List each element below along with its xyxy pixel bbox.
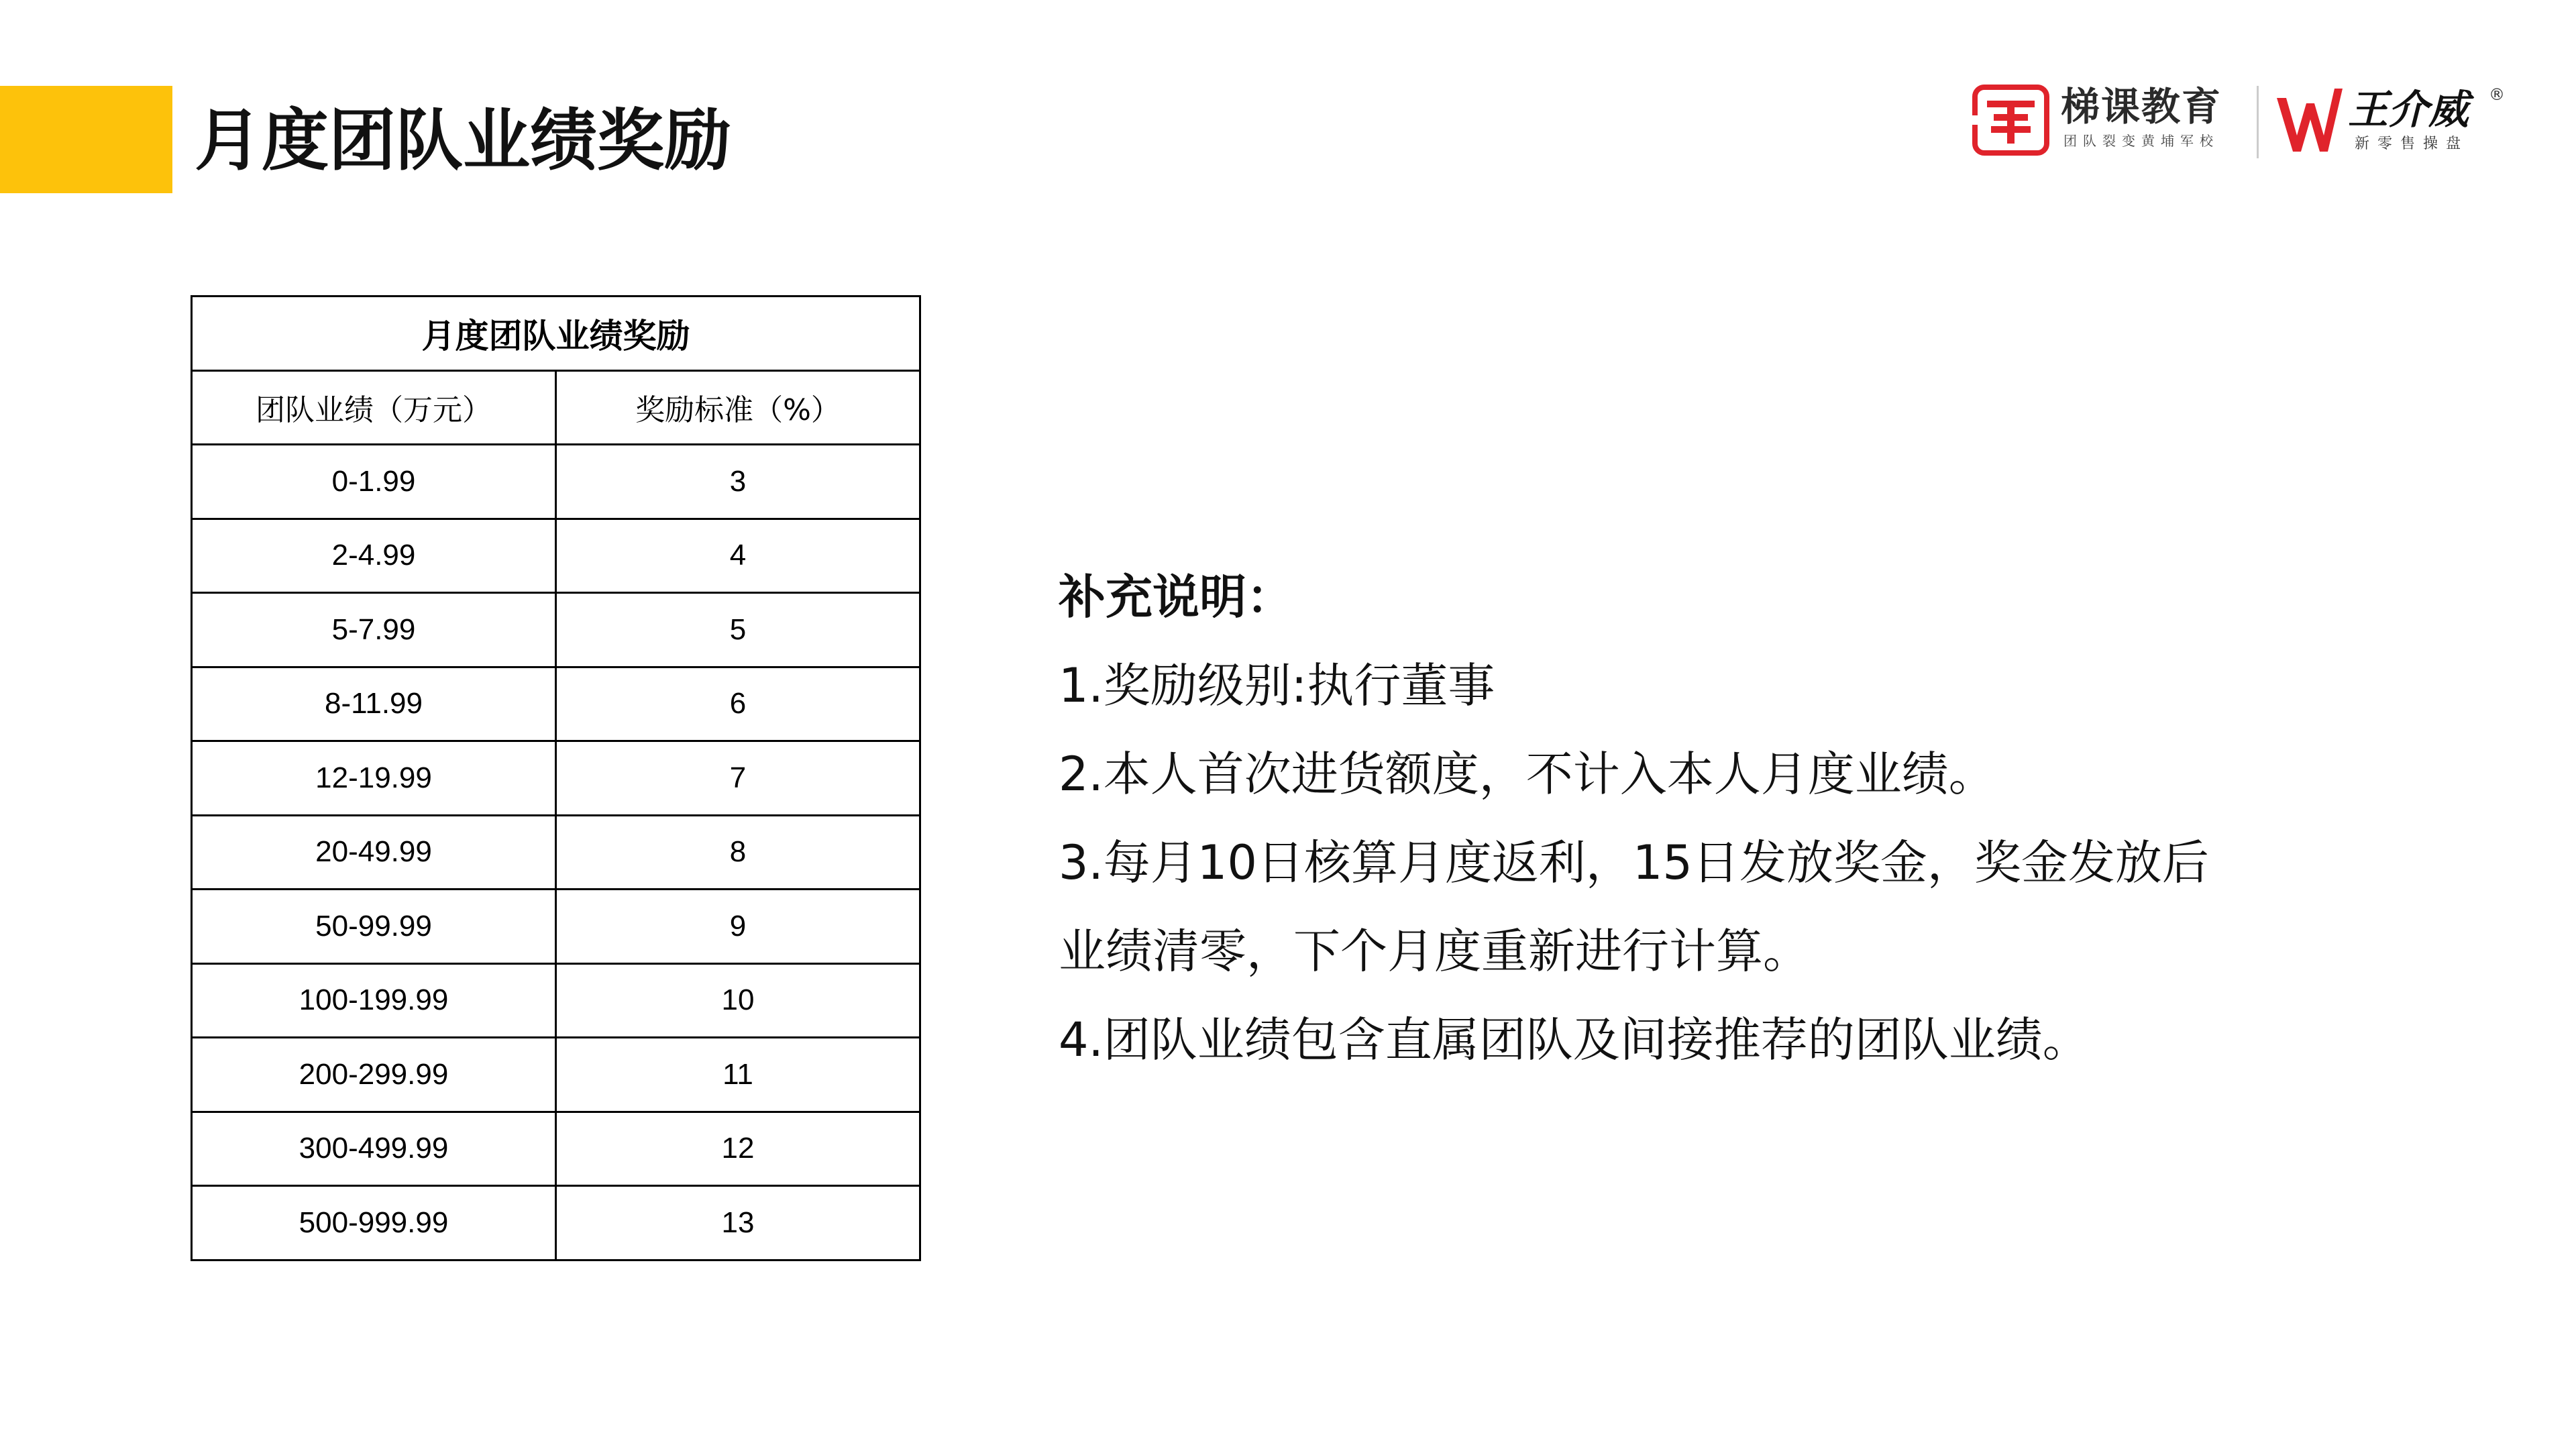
- bonus-rate-cell: 5: [556, 593, 920, 667]
- w-logo-subtitle: 新零售操盘: [2355, 136, 2469, 152]
- note-line: 4.团队业绩包含直属团队及间接推荐的团队业绩。: [1059, 1012, 2090, 1067]
- performance-range-cell: 300-499.99: [192, 1112, 556, 1186]
- table-row: [192, 963, 920, 1038]
- w-logo-icon: [2273, 85, 2347, 157]
- performance-range-cell: 20-49.99: [192, 815, 556, 890]
- column-header-bonus-rate: 奖励标准（%）: [556, 370, 920, 445]
- note-line: 业绩清零，下个月度重新进行计算。: [1059, 924, 1810, 979]
- tike-logo-icon: [1972, 85, 2049, 156]
- title-accent-bar: [0, 86, 172, 193]
- bonus-rate-cell: 6: [556, 667, 920, 741]
- performance-range-cell: 0-1.99: [192, 445, 556, 519]
- table-row: [192, 815, 920, 890]
- table-caption: 月度团队业绩奖励: [192, 297, 920, 371]
- note-line: 2.本人首次进货额度，不计入本人月度业绩。: [1059, 747, 1996, 802]
- performance-range-cell: 2-4.99: [192, 519, 556, 593]
- table-row: [192, 667, 920, 741]
- performance-range-cell: 100-199.99: [192, 963, 556, 1038]
- bonus-rate-cell: 13: [556, 1186, 920, 1260]
- performance-range-cell: 8-11.99: [192, 667, 556, 741]
- bonus-rate-cell: 11: [556, 1038, 920, 1112]
- column-header-performance: 团队业绩（万元）: [192, 370, 556, 445]
- performance-range-cell: 50-99.99: [192, 890, 556, 964]
- page-title: 月度团队业绩奖励: [195, 101, 731, 180]
- notes-heading: 补充说明：: [1059, 570, 1293, 625]
- table-row: [192, 445, 920, 519]
- table-header-row: [192, 370, 920, 445]
- tike-logo-subtitle: 团队裂变黄埔军校: [2063, 133, 2219, 149]
- bonus-rate-cell: 8: [556, 815, 920, 890]
- registered-mark: ®: [2489, 85, 2505, 104]
- table-row: [192, 1038, 920, 1112]
- tike-logo-name: 梯课教育: [2061, 84, 2222, 129]
- logo-divider: [2257, 86, 2259, 158]
- table-row: [192, 1112, 920, 1186]
- performance-range-cell: 12-19.99: [192, 741, 556, 816]
- bonus-table: [191, 295, 921, 1261]
- table-caption-row: [192, 297, 920, 371]
- table-row: [192, 890, 920, 964]
- note-line: 3.每月10日核算月度返利，15日发放奖金，奖金发放后: [1059, 835, 2209, 890]
- performance-range-cell: 500-999.99: [192, 1186, 556, 1260]
- note-line: 1.奖励级别:执行董事: [1059, 658, 1495, 713]
- performance-range-cell: 200-299.99: [192, 1038, 556, 1112]
- bonus-rate-cell: 7: [556, 741, 920, 816]
- table-row: [192, 741, 920, 816]
- supplementary-notes: [1059, 553, 2400, 1084]
- brand-logos: [1972, 79, 2522, 166]
- bonus-rate-cell: 12: [556, 1112, 920, 1186]
- bonus-rate-cell: 9: [556, 890, 920, 964]
- performance-range-cell: 5-7.99: [192, 593, 556, 667]
- table-row: [192, 1186, 920, 1260]
- bonus-rate-cell: 4: [556, 519, 920, 593]
- table-row: [192, 519, 920, 593]
- table-row: [192, 593, 920, 667]
- bonus-rate-cell: 3: [556, 445, 920, 519]
- w-logo-name: 王介威: [2348, 87, 2469, 133]
- bonus-rate-cell: 10: [556, 963, 920, 1038]
